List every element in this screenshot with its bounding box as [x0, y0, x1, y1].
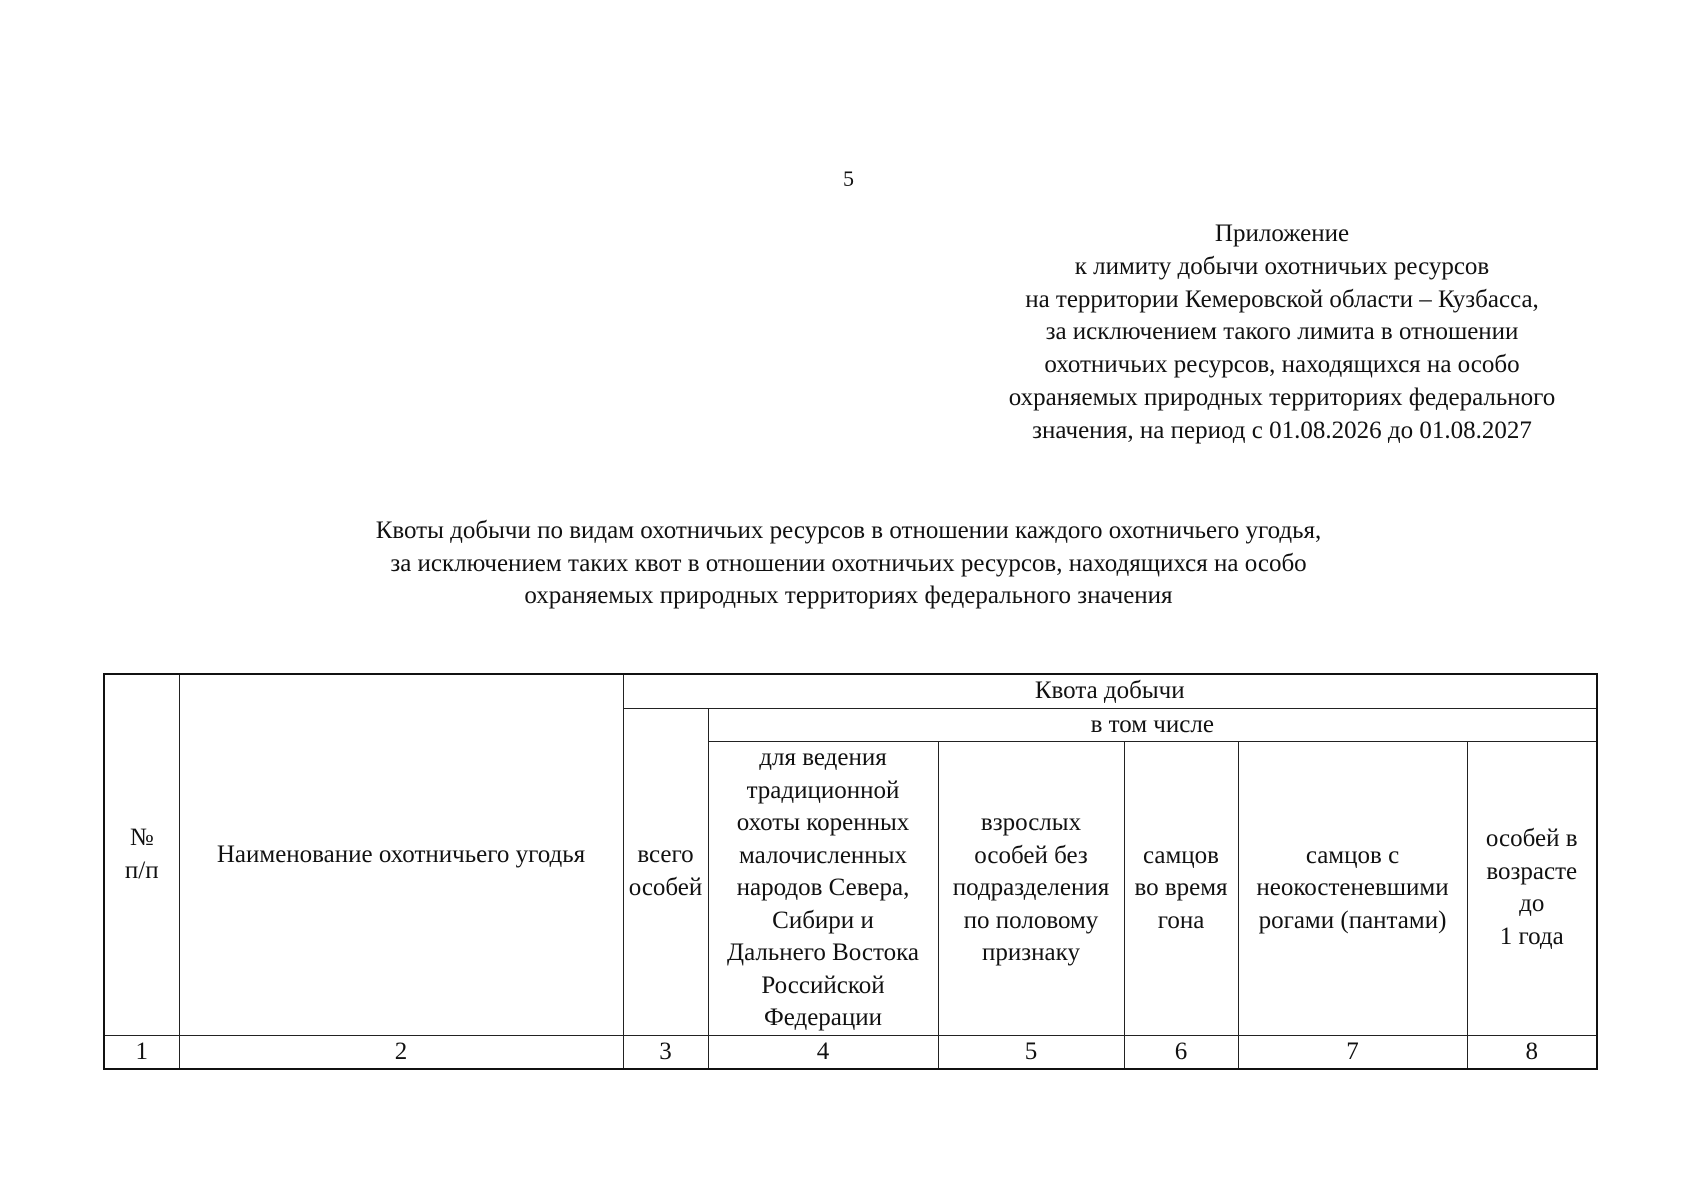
header-land-name: Наименование охотничьего угодья [179, 674, 623, 1035]
header-adults: взрослых особей без подразделения по половому признаку [938, 742, 1124, 1036]
appendix-line: охотничьих ресурсов, находящихся на особо [1044, 351, 1520, 379]
page-number: 5 [843, 166, 854, 191]
column-number-cell: 6 [1124, 1035, 1238, 1069]
appendix-line: Приложение [1214, 220, 1350, 247]
appendix-line: на территории Кемеровской области – Кузбасса, [1025, 285, 1539, 313]
header-quota: Квота добычи [623, 674, 1597, 708]
column-number-cell: 4 [708, 1035, 938, 1069]
title-line: за исключением таких квот в отношении охотничьих ресурсов, находящихся на особо [390, 549, 1307, 577]
document-title [200, 515, 1497, 613]
quota-table [103, 673, 1598, 1070]
appendix-block [972, 218, 1592, 448]
header-traditional-hunting: для ведения традиционной охоты коренных малочисленных народов Севера, Сибири и Дальнего Востока Российской Федерации [708, 742, 938, 1036]
title-line: охраняемых природных территориях федерального значения [524, 582, 1173, 609]
header-number: № п/п [104, 674, 179, 1035]
column-number-cell: 7 [1238, 1035, 1467, 1069]
column-number-cell: 2 [179, 1035, 623, 1069]
appendix-line: значения, на период с 01.08.2026 до 01.08.2027 [1032, 416, 1532, 444]
header-antler-males: самцов с неокостеневшими рогами (пантами) [1238, 742, 1467, 1036]
column-number-cell: 5 [938, 1035, 1124, 1069]
header-including: в том числе [708, 708, 1597, 742]
column-number-cell: 8 [1467, 1035, 1597, 1069]
header-total: всего особей [623, 708, 708, 1035]
appendix-line: за исключением такого лимита в отношении [1045, 318, 1519, 346]
title-line: Квоты добычи по видам охотничьих ресурсов в отношении каждого охотничьего угодья, [375, 517, 1322, 544]
appendix-line: охраняемых природных территориях федерального [1008, 383, 1556, 411]
column-number-cell: 3 [623, 1035, 708, 1069]
header-under-one-year: особей в возрасте до 1 года [1467, 742, 1597, 1036]
column-number-cell: 1 [104, 1035, 179, 1069]
header-rut-males: самцов во время гона [1124, 742, 1238, 1036]
appendix-line: к лимиту добычи охотничьих ресурсов [1074, 252, 1490, 280]
